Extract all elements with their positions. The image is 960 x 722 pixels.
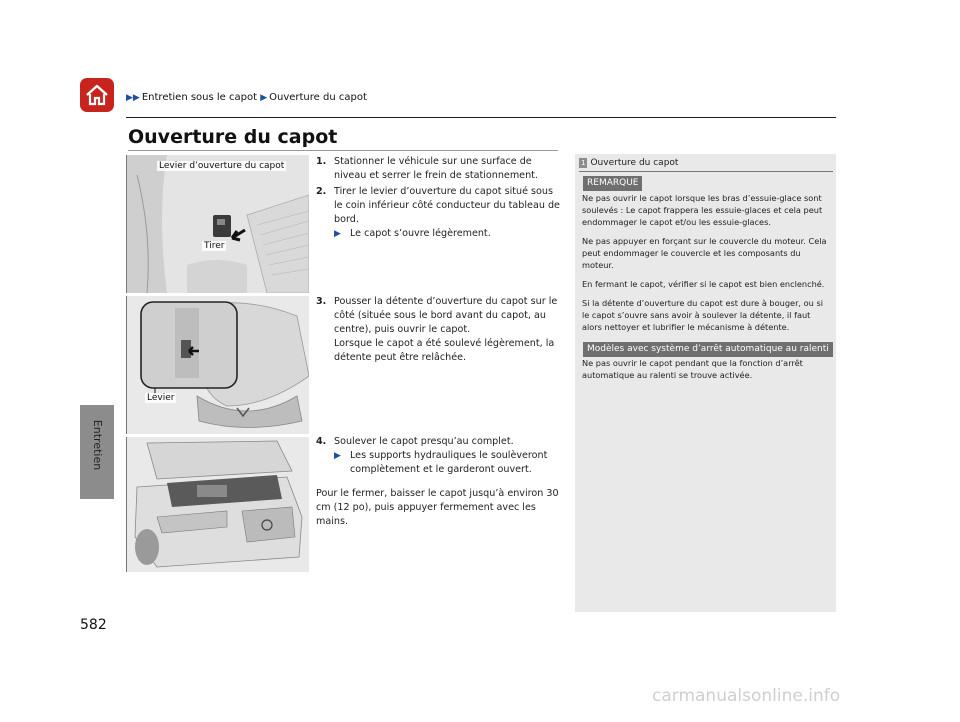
step-result-text: Le capot s’ouvre légèrement. — [350, 228, 491, 239]
figure-open-hood — [126, 437, 309, 572]
note-heading — [579, 158, 678, 168]
note-paragraph: Si la détente d’ouverture du capot est dure à bouger, ou si le capot s’ouvre sans avoir à soulever la détente, il faut alors nettoyer et lubrifier le mécanisme à détente. — [582, 298, 823, 332]
note-ref-number: 1 — [581, 159, 586, 167]
note-body-models — [582, 357, 832, 388]
step-number: 1. — [316, 156, 327, 167]
step-number: 2. — [316, 186, 327, 197]
note-paragraph: Ne pas ouvrir le capot lorsque les bras d’essuie-glace sont soulevés : Le capot frappera les essuie-glaces et cela peut endommager le capot et/ou les essuie-glaces. — [582, 193, 823, 227]
figure-hood-release-lever — [126, 155, 309, 293]
step-2 — [316, 185, 562, 241]
page-number: 582 — [80, 617, 107, 633]
steps-group-1 — [316, 155, 562, 243]
step-text: Soulever le capot presqu’au complet. — [334, 436, 514, 447]
step-extra-text: Lorsque le capot a été soulevé légèrement, la détente peut être relâchée. — [334, 338, 555, 363]
watermark: carmanualsonline.info — [652, 686, 841, 706]
result-arrow-icon: ▶ — [334, 451, 341, 461]
step-text: Pousser la détente d’ouverture du capot sur le côté (située sous le bord avant du capot, au centre), puis ouvrir le capot. — [334, 296, 558, 335]
figure-hood-latch — [126, 296, 309, 434]
note-body — [582, 192, 832, 340]
step-text: Tirer le levier d’ouverture du capot situé sous le coin inférieur côté conducteur du tableau de bord. — [334, 186, 560, 225]
breadcrumb-item-current: Ouverture du capot — [269, 92, 367, 103]
header-divider — [126, 117, 836, 118]
note-paragraph: En fermant le capot, vérifier si le capot est bien enclenché. — [582, 279, 825, 289]
page-title: Ouverture du capot — [128, 126, 338, 148]
step-4 — [316, 435, 562, 477]
step-number: 3. — [316, 296, 327, 307]
step-result — [334, 227, 562, 241]
note-divider — [579, 171, 833, 172]
step-result-text: Les supports hydrauliques le soulèveront complètement et le garderont ouvert. — [350, 450, 548, 475]
closing-text: Pour le fermer, baisser le capot jusqu’à environ 30 cm (12 po), puis appuyer fermement avec les mains. — [316, 488, 559, 527]
figure-label-lever: Levier d’ouverture du capot — [159, 161, 285, 171]
double-arrow-icon: ▶ — [260, 93, 268, 103]
step-result — [334, 449, 562, 477]
breadcrumb-item-maintenance[interactable]: Entretien sous le capot — [141, 92, 258, 103]
models-badge: Modèles avec système d’arrêt automatique au ralenti — [583, 342, 833, 357]
chapter-label: Entretien — [91, 419, 104, 471]
steps-group-3 — [316, 435, 562, 529]
result-arrow-icon: ▶ — [334, 229, 341, 239]
step-1 — [316, 155, 562, 183]
breadcrumb — [126, 92, 367, 103]
step-number: 4. — [316, 436, 327, 447]
step-text: Stationner le véhicule sur une surface de niveau et serrer le frein de stationnement. — [334, 156, 538, 181]
note-heading-text[interactable]: Ouverture du capot — [590, 158, 679, 168]
hood-lever-illustration — [127, 155, 309, 293]
double-arrow-icon: ▶▶ — [126, 93, 140, 103]
home-button[interactable] — [80, 78, 114, 112]
notice-badge: REMARQUE — [583, 176, 642, 191]
note-paragraph: Ne pas appuyer en forçant sur le couvercle du moteur. Cela peut endommager le couvercle et les composants du moteur. — [582, 236, 827, 270]
figure-label-pull: Tirer — [204, 241, 225, 251]
title-divider — [128, 150, 558, 151]
note-paragraph: Ne pas ouvrir le capot pendant que la fonction d’arrêt automatique au ralenti se trouve activée. — [582, 358, 803, 380]
open-hood-illustration — [127, 437, 309, 572]
home-icon — [85, 83, 109, 107]
figure-label-latch: Levier — [147, 393, 175, 403]
steps-group-2 — [316, 295, 562, 367]
step-3 — [316, 295, 562, 365]
hood-latch-illustration — [127, 296, 309, 434]
